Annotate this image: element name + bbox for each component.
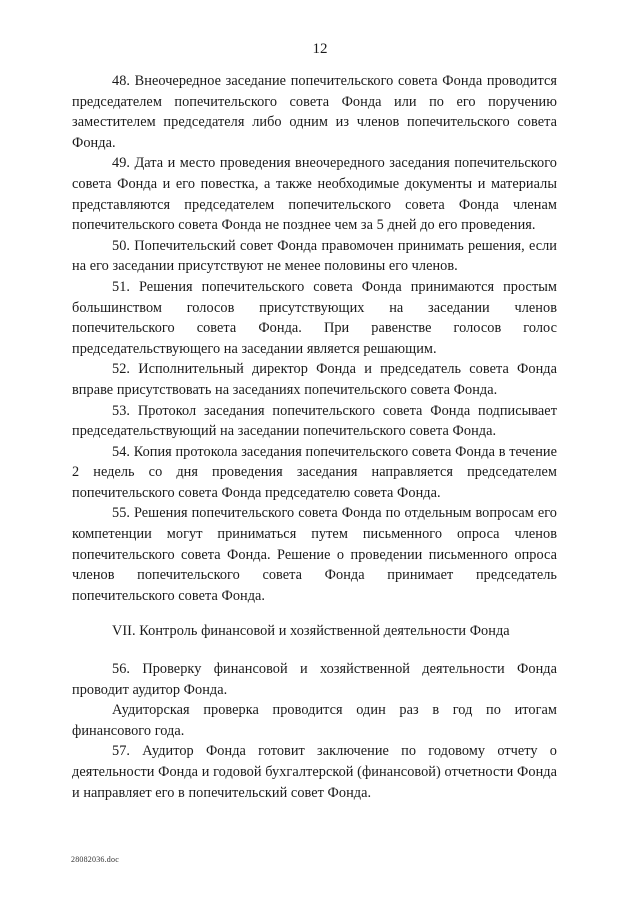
paragraph-55: 55. Решения попечительского совета Фонда по отдельным вопросам его компетенции могут приниматься путем письменного опроса членов попечительского совета Фонда. Решение о проведении письменного опроса членов попечительского совета Фонда принимает председатель попечительского совета Фонда. bbox=[72, 505, 557, 604]
paragraph-53: 53. Протокол заседания попечительского совета Фонда подписывает председательствующий на заседании попечительского совета Фонда. bbox=[72, 402, 557, 440]
paragraph-54: 54. Копия протокола заседания попечительского совета Фонда в течение 2 недель со дня проведения заседания направляется председателем попечительского совета Фонда председателю совета Фонда. bbox=[72, 443, 557, 501]
paragraph-50: 50. Попечительский совет Фонда правомочен принимать решения, если на его заседании присутствуют не менее половины его членов. bbox=[72, 237, 557, 275]
paragraph-49: 49. Дата и место проведения внеочередного заседания попечительского совета Фонда и его повестка, а также необходимые документы и материалы представляются председателем попечительского совета Фонда членам попечительского совета Фонда не позднее чем за 5 дней до его проведения. bbox=[72, 155, 557, 234]
paragraph-56: 56. Проверку финансовой и хозяйственной деятельности Фонда проводит аудитор Фонда. bbox=[72, 661, 557, 698]
page-number: 12 bbox=[312, 41, 328, 57]
paragraph-56-audit: Аудиторская проверка проводится один раз в год по итогам финансового года. bbox=[72, 702, 557, 739]
section-heading: VII. Контроль финансовой и хозяйственной деятельности Фонда bbox=[112, 623, 510, 639]
section-body bbox=[72, 659, 557, 803]
paragraph-57: 57. Аудитор Фонда готовит заключение по годовому отчету о деятельности Фонда и годовой бухгалтерской (финансовой) отчетности Фонда и направляет его в попечительский совет Фонда. bbox=[72, 743, 557, 801]
paragraph-52: 52. Исполнительный директор Фонда и председатель совета Фонда вправе присутствовать на заседаниях попечительского совета Фонда. bbox=[72, 361, 557, 398]
document-body bbox=[72, 71, 557, 606]
paragraph-51: 51. Решения попечительского совета Фонда принимаются простым большинством голосов присутствующих на заседании членов попечительского совета Фонда. При равенстве голосов голос председательствующего на заседании является решающим. bbox=[72, 278, 557, 357]
paragraph-48: 48. Внеочередное заседание попечительского совета Фонда проводится председателем попечительского совета Фонда или по его поручению заместителем председателя либо одним из членов попечительского совета Фонда. bbox=[72, 73, 557, 151]
file-reference: 28082036.doc bbox=[71, 855, 119, 864]
